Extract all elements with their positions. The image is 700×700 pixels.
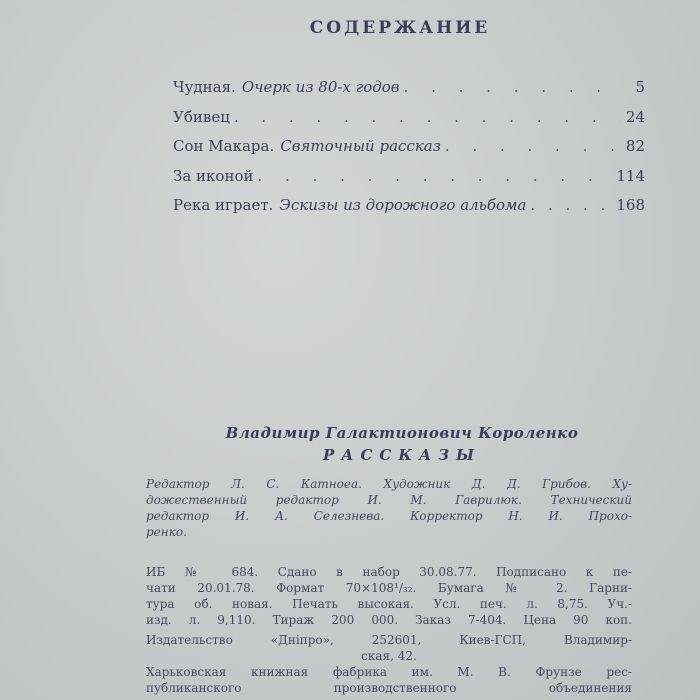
- publisher-line: ская, 42.: [361, 649, 417, 663]
- factory-paragraph: [146, 664, 632, 696]
- toc-leader-dots: [445, 137, 621, 155]
- book-title: РАССКАЗЫ: [322, 446, 482, 464]
- toc-entry-page: 114: [616, 166, 645, 185]
- imprint-paragraph: [146, 564, 632, 628]
- imprint-line: изд. л. 9,110. Тираж 200 000. Заказ 7-404. Цена 90 коп.: [146, 613, 632, 627]
- toc-entry-subtitle: Очерк из 80-х годов: [241, 78, 400, 96]
- imprint-line: чати 20.01.78. Формат 70×108¹/₃₂. Бумага № 2. Гарни-: [146, 581, 632, 595]
- toc-entry-title: Сон Макара.: [173, 137, 275, 155]
- publisher-line: Издательство «Днiпро», 252601, Киев-ГСП, Владимир-: [146, 633, 632, 647]
- toc-entry-subtitle: Святочный рассказ: [280, 137, 441, 155]
- table-of-contents: [173, 78, 645, 226]
- factory-line: публиканского производственного объединения: [146, 681, 632, 695]
- toc-entry-subtitle: Эскизы из дорожного альбома: [279, 196, 527, 214]
- credits-paragraph: [146, 476, 632, 540]
- toc-leader-dots: [404, 78, 621, 96]
- factory-line: Харьковская книжная фабрика им. М. В. Фрунзе рес-: [146, 665, 632, 679]
- toc-entry: [173, 167, 645, 197]
- toc-leader-dots: [530, 196, 612, 214]
- toc-entry-title: За иконой: [173, 166, 254, 185]
- toc-leader-dots: [234, 108, 621, 126]
- imprint-line: ИБ № 684. Сдано в набор 30.08.77. Подписано к пе-: [146, 565, 632, 579]
- credits-line: дожественный редактор И. М. Гаврилюк. Технический: [146, 493, 632, 507]
- credits-line: Редактор Л. С. Катноеа. Художник Д. Д. Грибов. Ху-: [146, 477, 632, 491]
- toc-entry: [173, 78, 645, 108]
- toc-entry: [173, 108, 645, 138]
- publisher-paragraph: [146, 632, 632, 664]
- toc-entry-page: 82: [625, 137, 645, 155]
- toc-heading: СОДЕРЖАНИЕ: [309, 18, 491, 38]
- credits-line: ренко.: [146, 525, 187, 539]
- toc-entry-title: Река играет.: [173, 196, 274, 214]
- author-name: Владимир Галактионович Короленко: [225, 424, 579, 442]
- toc-entry-title: Убивец: [173, 107, 230, 126]
- toc-leader-dots: [258, 167, 613, 185]
- toc-entry-title: Чудная.: [173, 78, 236, 96]
- toc-entry: [173, 137, 645, 167]
- credits-line: редактор И. А. Селезнева. Корректор Н. И. Прохо-: [146, 509, 632, 523]
- toc-entry: [173, 196, 645, 226]
- toc-entry-page: 168: [616, 196, 645, 214]
- toc-entry-page: 24: [625, 107, 645, 126]
- toc-entry-page: 5: [635, 78, 645, 96]
- imprint-line: тура об. новая. Печать высокая. Усл. печ. л. 8,75. Уч.-: [146, 597, 632, 611]
